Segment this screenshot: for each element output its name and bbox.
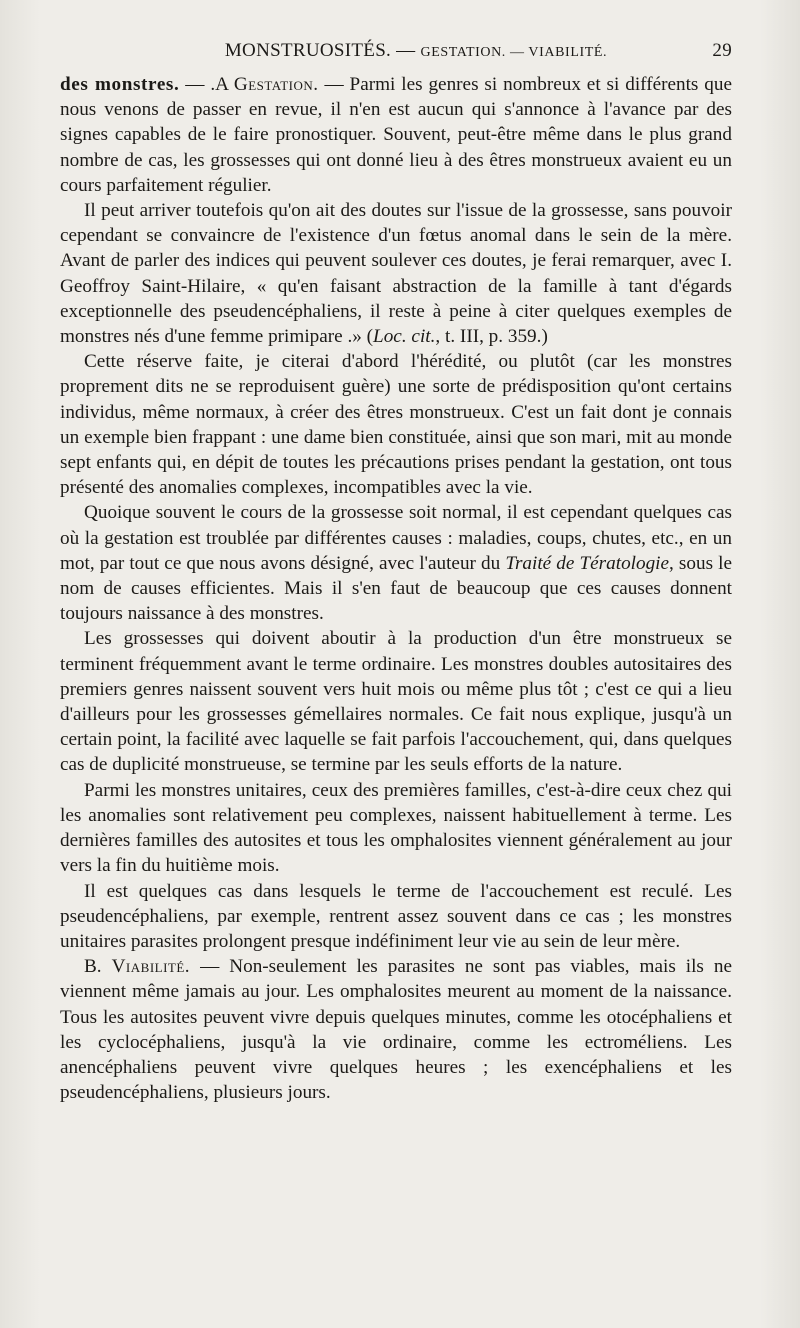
running-title — [185, 40, 607, 62]
paragraph-premature-term: Les grossesses qui doivent aboutir à la production d'un être monstrueux se terminent fréquemment avant le terme ordinaire. Les monstres doubles autositaires des premiers genres naissent souvent vers huit mois ou même plus tôt ; c'est ce qui a lieu d'ailleurs pour les grossesses gémellaires normales. Ce fait nous explique, jusqu'à un certain point, la facilité avec laquelle se fait parfois l'accouchement, qui, dans quelques cas de duplicité monstrueuse, se termine par les seuls efforts de la nature. — [60, 628, 732, 776]
section-heading-gestation: Gestation. — [233, 74, 319, 95]
paragraph-delayed-term: Il est quelques cas dans lesquels le terme de l'accouchement est reculé. Les pseudencéphaliens, par exemple, rentrent assez souvent dans ce cas ; les monstres unitaires parasites prolongent presque indéfiniment leur vie au sein de leur mère. — [60, 880, 732, 952]
paragraph-doubts: Il peut arriver toutefois qu'on ait des doutes sur l'issue de la grossesse, sans pouvoir cependant se convaincre de l'existence d'un fœtus anomal dans le sein de la mère. Avant de parler des indices qui peuvent soulever ces doutes, je ferai remarquer, avec I. Geoffroy Saint-Hilaire, « qu'en faisant abstraction de la famille à tant d'égards exceptionnelle des pseudencéphaliens, il reste à peine à citer quelques exemples de monstres nés d'une femme primipare .» (Loc. cit., t. III, p. 359.) — [60, 200, 732, 348]
running-header — [60, 40, 732, 70]
paragraph-gestation-intro: des monstres. — .A Gestation. — Parmi les genres si nombreux et si différents que nous venons de passer en revue, il n'en est aucun qui s'annonce à l'avance par des signes capables de le faire pronostiquer. Souvent, peut-être même dans le plus grand nombre de cas, les grossesses qui ont donné lieu à des êtres monstrueux avaient eu un cours parfaitement régulier. — [60, 74, 732, 196]
running-title-main: MONSTRUOSITÉS. — — [224, 40, 421, 61]
body-text — [60, 72, 732, 1105]
work-title: Traité de Tératologie — [505, 552, 670, 574]
paragraph-unitary-monsters: Parmi les monstres unitaires, ceux des premières familles, c'est-à-dire ceux chez qui les anomalies sont relativement peu complexes, naissent habituellement à terme. Les dernières familles des autosites et tous les omphalosites viennent généralement au jour vers la fin du huitième mois. — [60, 779, 732, 877]
citation-loc-cit: Loc. cit. — [373, 326, 436, 348]
section-heading-viabilite: Viabilité. — [111, 956, 191, 978]
paragraph-viability: B. Viabilité. — Non-seulement les parasites ne sont pas viables, mais ils ne viennent même jamais au jour. Les omphalosites meurent au moment de la naissance. Tous les autosites peuvent vivre depuis quelques minutes, comme les otocéphaliens et les cyclocéphaliens, jusqu'à la vie ordinaire, comme les ectroméliens. Les anencéphaliens peuvent vivre quelques heures ; les exencéphaliens et les pseudencéphaliens, plusieurs jours. — [60, 956, 732, 1104]
paragraph-heredity: Cette réserve faite, je citerai d'abord l'hérédité, ou plutôt (car les monstres proprement dits ne se reproduisent guère) une sorte de prédisposition qu'ont certains individus, même normaux, à créer des êtres monstrueux. C'est un fait dont je connais un exemple bien frappant : une dame bien constituée, ainsi que son mari, mit au monde sept enfants qui, en dépit de toutes les précautions prises pendant la gestation, ont tous présenté des anomalies complexes, incompatibles avec la vie. — [60, 351, 732, 499]
paragraph-causes: Quoique souvent le cours de la grossesse soit normal, il est cependant quelques cas où la gestation est troublée par différentes causes : maladies, coups, chutes, etc., en un mot, par tout ce que nous avons désigné, avec l'auteur du Traité de Tératologie, sous le nom de causes efficientes. Mais il s'en faut de beaucoup que ces causes donnent toujours naissance à des monstres. — [60, 502, 732, 625]
page-number: 29 — [712, 40, 732, 61]
running-title-sub: GESTATION. — VIABILITÉ. — [420, 45, 608, 60]
continued-heading: des monstres. — [60, 74, 180, 95]
